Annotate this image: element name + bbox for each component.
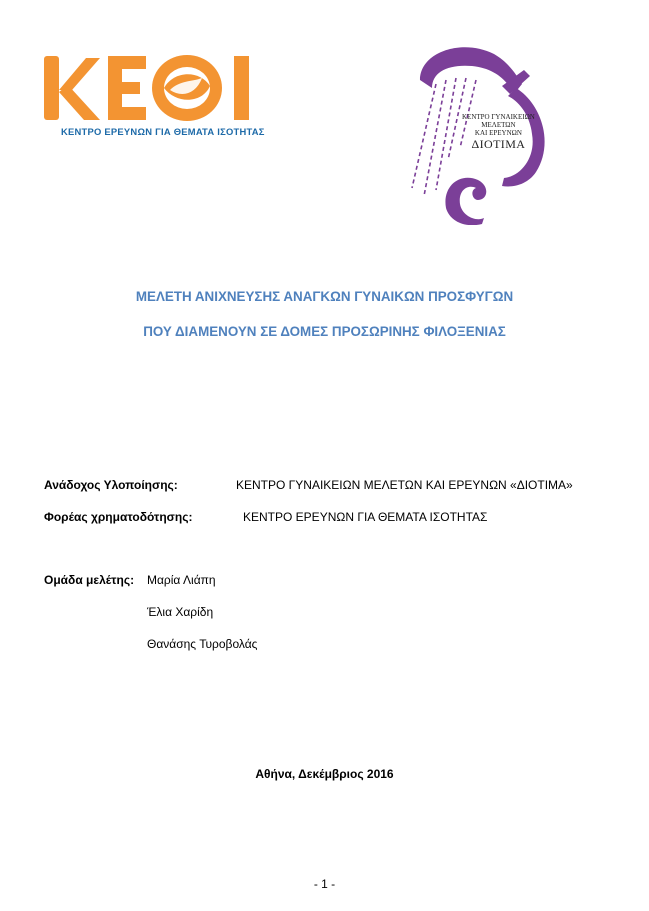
page-number: - 1 - — [313, 877, 336, 891]
document-title-line2: ΠΟΥ ΔΙΑΜΕΝΟΥΝ ΣΕ ΔΟΜΕΣ ΠΡΟΣΩΡΙΝΗΣ ΦΙΛΟΞΕΝΙΑΣ — [143, 324, 506, 339]
diotima-line1: ΚΕΝΤΡΟ ΓΥΝΑΙΚΕΙΩΝ — [462, 113, 535, 121]
contractor-value: ΚΕΝΤΡΟ ΓΥΝΑΙΚΕΙΩΝ ΜΕΛΕΤΩΝ ΚΑΙ ΕΡΕΥΝΩΝ «ΔΙΟΤΙΜΑ» — [236, 478, 573, 492]
diotima-line3: ΚΑΙ ΕΡΕΥΝΩΝ — [474, 129, 522, 137]
diotima-logo — [402, 40, 552, 225]
document-title-line1: ΜΕΛΕΤΗ ΑΝΙΧΝΕΥΣΗΣ ΑΝΑΓΚΩΝ ΓΥΝΑΙΚΩΝ ΠΡΟΣΦΥΓΩΝ — [135, 289, 514, 304]
diotima-name: ΔΙΟΤΙΜΑ — [471, 137, 526, 151]
kethi-wordmark-graphic — [42, 52, 282, 126]
diotima-text — [462, 113, 535, 151]
team-member: Έλια Χαρίδη — [147, 605, 214, 619]
funder-value: ΚΕΝΤΡΟ ΕΡΕΥΝΩΝ ΓΙΑ ΘΕΜΑΤΑ ΙΣΟΤΗΤΑΣ — [243, 510, 488, 524]
team-label: Ομάδα μελέτης: — [44, 573, 135, 587]
kethi-subtitle: ΚΕΝΤΡΟ ΕΡΕΥΝΩΝ ΓΙΑ ΘΕΜΑΤΑ ΙΣΟΤΗΤΑΣ — [61, 126, 265, 137]
funder-label: Φορέας χρηματοδότησης: — [44, 510, 193, 524]
team-member: Θανάσης Τυροβολάς — [147, 637, 258, 651]
kethi-logo — [42, 52, 282, 144]
team-member: Μαρία Λιάπη — [147, 573, 216, 587]
contractor-label: Ανάδοχος Υλοποίησης: — [44, 478, 178, 492]
place-date: Αθήνα, Δεκέμβριος 2016 — [255, 767, 394, 781]
diotima-line2: ΜΕΛΕΤΩΝ — [481, 121, 516, 129]
